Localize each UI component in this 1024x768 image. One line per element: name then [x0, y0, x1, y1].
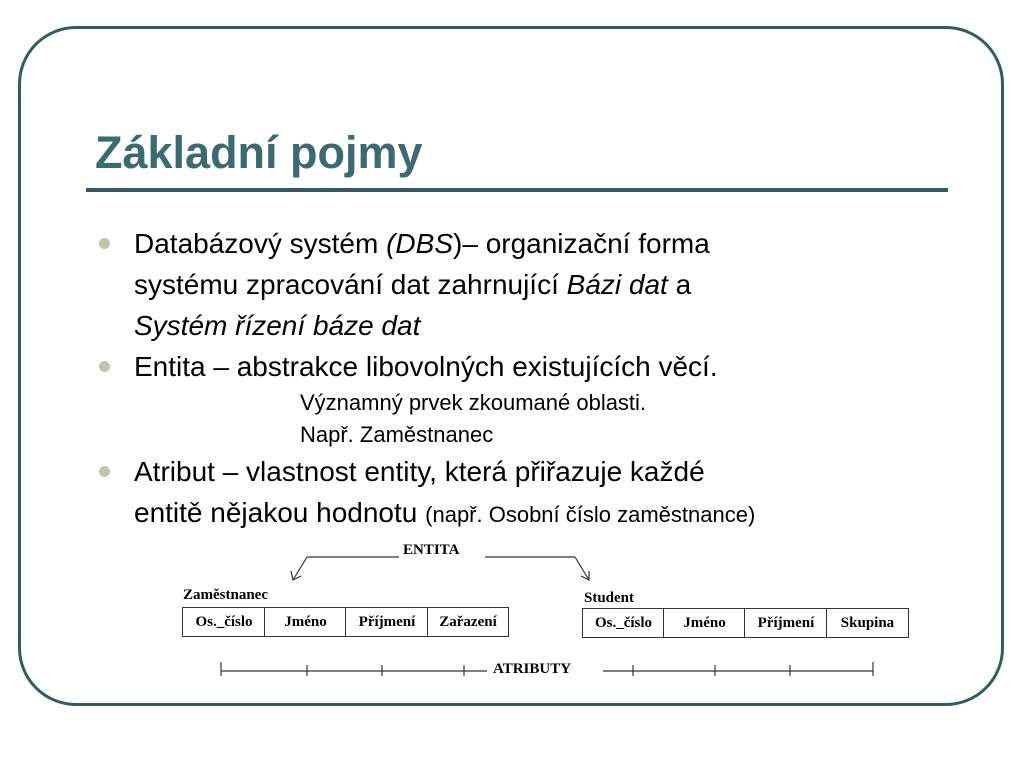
entity-attribute-diagram	[175, 540, 915, 690]
right-entity-label: Student	[584, 590, 635, 606]
atributy-label: ATRIBUTY	[493, 661, 572, 677]
left-cell-os-cislo: Os._číslo	[182, 607, 266, 637]
left-entity-label: Zaměstnanec	[183, 587, 268, 603]
left-cell-zarazeni: Zařazení	[427, 607, 509, 637]
left-cell-jmeno: Jméno	[264, 607, 347, 637]
right-cell-skupina: Skupina	[826, 608, 909, 638]
slide-title: Základní pojmy	[95, 127, 423, 178]
entita-label: ENTITA	[403, 542, 460, 558]
right-cell-prijmeni: Příjmení	[744, 608, 828, 638]
bullet-atribut-line1: Atribut – vlastnost entity, která přiřazuje každé	[134, 456, 705, 487]
title-underline	[86, 188, 948, 192]
bullet-dbs-line1: Databázový systém (DBS)– organizační forma	[134, 228, 710, 259]
bullet-dbs-line2: systému zpracování dat zahrnující Bázi dat a	[134, 269, 692, 300]
right-cell-os-cislo: Os._číslo	[582, 608, 665, 638]
left-cell-prijmeni: Příjmení	[345, 607, 429, 637]
entita-sub-2: Např. Zaměstnanec	[300, 422, 494, 447]
bullet-dbs-line3: Systém řízení báze dat	[134, 310, 421, 341]
bullet-atribut-line2: entitě nějakou hodnotu (např. Osobní číslo zaměstnance)	[134, 497, 756, 528]
bullet-entita-text: Entita – abstrakce libovolných existujících věcí.	[134, 351, 718, 382]
entita-sub-1: Významný prvek zkoumané oblasti.	[300, 390, 647, 415]
right-cell-jmeno: Jméno	[663, 608, 746, 638]
bullet-entita	[96, 346, 976, 387]
bullet-list	[96, 223, 976, 535]
bullet-dbs	[96, 223, 976, 346]
bullet-atribut	[96, 451, 976, 535]
